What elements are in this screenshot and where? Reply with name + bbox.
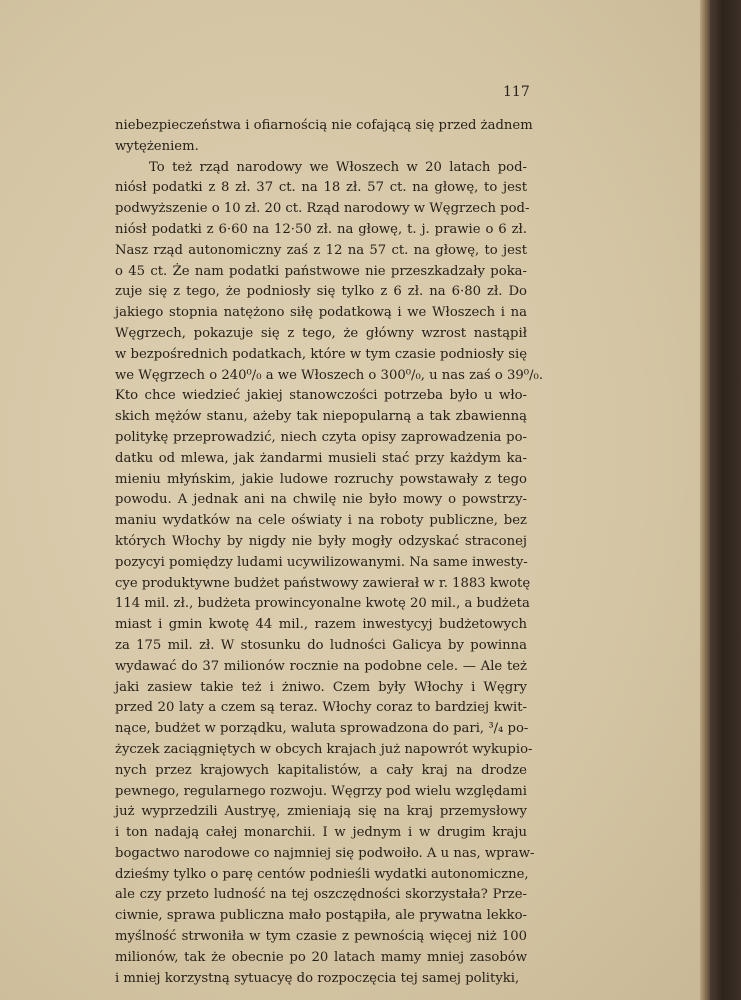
- text-line: jakiego stopnia natężono siłę podatkową i we Włoszech i na: [115, 305, 527, 321]
- text-line: milionów, tak że obecnie po 20 latach mamy mniej zasobów: [115, 949, 527, 965]
- text-line: jaki zasiew takie też i żniwo. Czem były Włochy i Węgry: [115, 679, 527, 695]
- text-line: cye produktywne budżet państwowy zawierał w r. 1883 kwotę: [115, 575, 531, 591]
- text-line: bogactwo narodowe co najmniej się podwoiło. A u nas, wpraw-: [115, 845, 535, 861]
- text-line: niósł podatki z 8 zł. 37 ct. na 18 zł. 57 ct. na głowę, to jest: [115, 180, 527, 196]
- text-line: mieniu młyńskim, jakie ludowe rozruchy powstawały z tego: [115, 471, 527, 487]
- text-line: podwyższenie o 10 zł. 20 ct. Rząd narodowy w Węgrzech pod-: [115, 201, 530, 217]
- text-line: niebezpieczeństwa i ofiarnością nie cofającą się przed żadnem: [115, 118, 533, 133]
- text-line: skich mężów stanu, ażeby tak niepopularną a tak zbawienną: [115, 409, 527, 425]
- text-line: politykę przeprowadzić, niech czyta opisy zaprowadzenia po-: [115, 429, 527, 445]
- text-line: datku od mlewa, jak żandarmi musieli stać przy każdym ka-: [115, 450, 527, 466]
- text-line: już wyprzedzili Austryę, zmieniają się na kraj przemysłowy: [115, 804, 527, 820]
- text-line: wydawać do 37 milionów rocznie na podobne cele. — Ale też: [115, 658, 527, 674]
- text-line: Węgrzech, pokazuje się z tego, że główny wzrost nastąpił: [115, 325, 527, 341]
- text-line: o 45 ct. Że nam podatki państwowe nie przeszkadzały poka-: [115, 263, 527, 279]
- text-line: Nasz rząd autonomiczny zaś z 12 na 57 ct. na głowę, to jest: [115, 242, 527, 258]
- text-line: dzieśmy tylko o parę centów podnieśli wydatki autonomiczne,: [115, 866, 529, 882]
- book-binding: [710, 0, 741, 1000]
- text-line: ale czy przeto ludność na tej oszczędności skorzystała? Prze-: [115, 887, 527, 903]
- text-line: przed 20 laty a czem są teraz. Włochy coraz to bardziej kwit-: [115, 700, 527, 716]
- page-number: 117: [503, 84, 530, 100]
- text-line: których Włochy by nigdy nie były mogły odzyskać straconej: [115, 533, 527, 549]
- page-edge: [700, 0, 710, 1000]
- text-line: pozycyi pomiędzy ludami ucywilizowanymi. Na same inwesty-: [115, 554, 528, 570]
- text-line: pewnego, regularnego rozwoju. Węgrzy pod wielu względami: [115, 783, 527, 799]
- text-line: Kto chce wiedzieć jakiej stanowczości potrzeba było u wło-: [115, 388, 527, 404]
- text-line: i mniej korzystną sytuacyę do rozpoczęcia tej samej polityki,: [115, 970, 520, 986]
- text-line: niósł podatki z 6·60 na 12·50 zł. na głowę, t. j. prawie o 6 zł.: [115, 221, 527, 237]
- text-line: zuje się z tego, że podniosły się tylko z 6 zł. na 6·80 zł. Do: [115, 284, 527, 300]
- text-line: za 175 mil. zł. W stosunku do ludności Galicya by powinna: [115, 637, 527, 653]
- text-line: miast i gmin kwotę 44 mil., razem inwestycyj budżetowych: [115, 617, 527, 633]
- text-line: nych przez krajowych kapitalistów, a cały kraj na drodze: [115, 762, 527, 778]
- text-line: maniu wydatków na cele oświaty i na roboty publiczne, bez: [115, 513, 527, 529]
- text-line: i ton nadają całej monarchii. I w jednym i w drugim kraju: [115, 825, 527, 841]
- text-line: w bezpośrednich podatkach, które w tym czasie podniosły się: [115, 346, 527, 362]
- text-line: we Węgrzech o 240⁰/₀ a we Włoszech o 300⁰/₀, u nas zaś o 39⁰/₀.: [115, 367, 544, 383]
- text-line: życzek zaciągniętych w obcych krajach już napowrót wykupio-: [115, 741, 533, 757]
- text-line: nące, budżet w porządku, waluta sprowadzona do pari, ³/₄ po-: [115, 721, 529, 737]
- body-text: [115, 116, 544, 989]
- text-line: powodu. A jednak ani na chwilę nie było mowy o powstrzy-: [115, 492, 527, 508]
- text-line: wytężeniem.: [115, 138, 199, 154]
- text-line: ciwnie, sprawa publiczna mało postąpiła, ale prywatna lekko-: [115, 908, 527, 924]
- text-line: 114 mil. zł., budżeta prowincyonalne kwotę 20 mil., a budżeta: [115, 596, 530, 612]
- text-line: To też rząd narodowy we Włoszech w 20 latach pod-: [149, 159, 527, 175]
- text-line: myślność strwoniła w tym czasie z pewnością więcej niż 100: [115, 929, 527, 945]
